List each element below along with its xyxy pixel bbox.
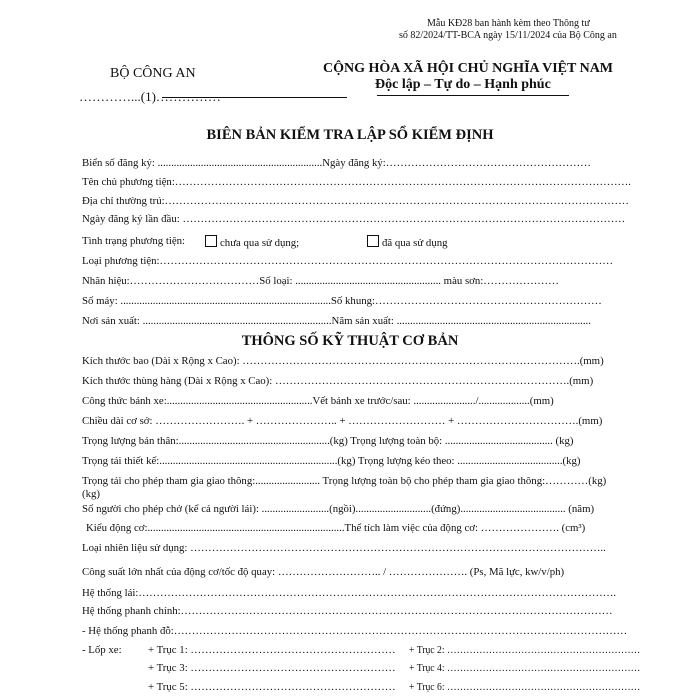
document-title: BIÊN BẢN KIỂM TRA LẬP SỔ KIỂM ĐỊNH (206, 127, 494, 143)
unit-line: …………...(1)…………… (79, 89, 221, 104)
form-note-line1: Mẫu KĐ28 ban hành kèm theo Thông tư (427, 18, 590, 29)
motto-underline (377, 95, 569, 96)
vehicle-status-label: Tình trạng phương tiện: (82, 235, 186, 247)
tyre-axle-1: + Trục 1: ………………………………………………… (148, 644, 396, 656)
row-fuel-type: Loại nhiên liệu sử dụng: …………………………………………………………………………………………………….. (82, 542, 606, 554)
row-engine-type-displacement: Kiểu động cơ:.........................................................................Thể tích làm việc của động cơ: …………………. (cm³) (86, 522, 586, 534)
row-overall-dimensions: Kích thước bao (Dài x Rộng x Cao): ………………………………………………………………………………….(mm) (82, 355, 604, 367)
row-curb-gross-weight: Trọng lượng bản thân:........................................................(kg) Trọng lượng toàn bộ: ........................................ (kg) (82, 435, 574, 447)
row-passenger-capacity: Số người cho phép chở (kể cả người lái): .........................(ngồi)............................(đứng)....................................... (năm) (82, 503, 595, 515)
ministry-name: BỘ CÔNG AN (110, 66, 196, 81)
row-parking-brake: - Hệ thống phanh đỗ:……………………………………………………………………………………………………………… (82, 625, 628, 637)
row-design-payload-towed: Trọng tải thiết kế:..................................................................(kg) Trọng lượng kéo theo: .......................................(kg) (82, 455, 581, 467)
row-first-registration-date: Ngày đăng ký lần đầu: …………………………………………………………………………………………………………… (82, 213, 626, 225)
status-option-used[interactable] (367, 235, 448, 250)
row-manufacture-place-year: Nơi sản xuất: ......................................................................Năm sản xuất: ........................................................................ (82, 315, 591, 327)
used-checkbox[interactable] (367, 235, 379, 247)
tyres-label: - Lốp xe: (82, 644, 122, 656)
used-option-label: đã qua sử dụng (382, 237, 448, 249)
national-motto: Độc lập – Tự do – Hạnh phúc (375, 77, 551, 92)
row-cargo-dimensions: Kích thước thùng hàng (Dài x Rộng x Cao): ……………………………………………………………………….(mm) (82, 375, 594, 387)
row-permitted-payload: Trọng tải cho phép tham gia giao thông:........................ Trọng lượng toàn bộ cho phép tham gia giao thông:…………(kg) (82, 475, 607, 487)
row-steering-system: Hệ thống lái:……………………………………………………………………………………………………………………. (82, 587, 617, 599)
unused-option-label: chưa qua sử dụng; (220, 237, 300, 249)
row-main-brake: Hệ thống phanh chính:………………………………………………………………………………………………………… (82, 605, 613, 617)
section-technical-specs-title: THÔNG SỐ KỸ THUẬT CƠ BẢN (241, 333, 459, 349)
tyre-axle-4: + Trục 4: …………………………………………………… (409, 662, 641, 674)
row-address: Địa chỉ thường trú:………………………………………………………………………………………………………………… (82, 195, 629, 207)
row-vehicle-type: Loại phương tiện:……………………………………………………………………………………………………………… (82, 255, 613, 267)
row-brand-model-color: Nhãn hiệu:………………………………Số loại: ...................................................... màu sơn:………………… (82, 275, 559, 287)
tyre-axle-2: + Trục 2: …………………………………………………… (409, 644, 641, 656)
national-name: CỘNG HÒA XÃ HỘI CHỦ NGHĨA VIỆT NAM (323, 61, 614, 76)
row-engine-chassis-number: Số máy: ..............................................................................Số khung:……………………………………………………… (82, 295, 602, 307)
tyre-axle-5: + Trục 5: ………………………………………………… (148, 681, 396, 693)
row-owner-name: Tên chủ phương tiện:………………………………………………………………………………………………………………. (82, 176, 631, 188)
form-note-line2: số 82/2024/TT-BCA ngày 15/11/2024 của Bộ Công an (399, 30, 617, 41)
row-plate-number: Biển số đăng ký: .............................................................Ngày đăng ký:………………………………………………… (82, 157, 591, 169)
row-wheel-formula-track: Công thức bánh xe:......................................................Vết bánh xe trước/sau: ......................./...................(mm) (82, 395, 554, 407)
unused-checkbox[interactable] (205, 235, 217, 247)
header-left-underline (162, 97, 347, 98)
tyre-axle-6: + Trục 6: …………………………………………………… (409, 681, 641, 693)
row-max-power: Công suất lớn nhất của động cơ/tốc độ quay: ……………………….. / …………………. (Ps, Mã lực, kw/v/ph) (82, 566, 565, 578)
status-option-new[interactable] (205, 235, 299, 250)
tyre-axle-3: + Trục 3: ………………………………………………… (148, 662, 396, 674)
row-vehicle-status (82, 235, 185, 248)
row-permitted-payload-unit: (kg) (82, 488, 100, 500)
row-wheelbase: Chiều dài cơ sở: ……………………. + ………………….. + ……………………… + …………………………….(mm) (82, 415, 603, 427)
